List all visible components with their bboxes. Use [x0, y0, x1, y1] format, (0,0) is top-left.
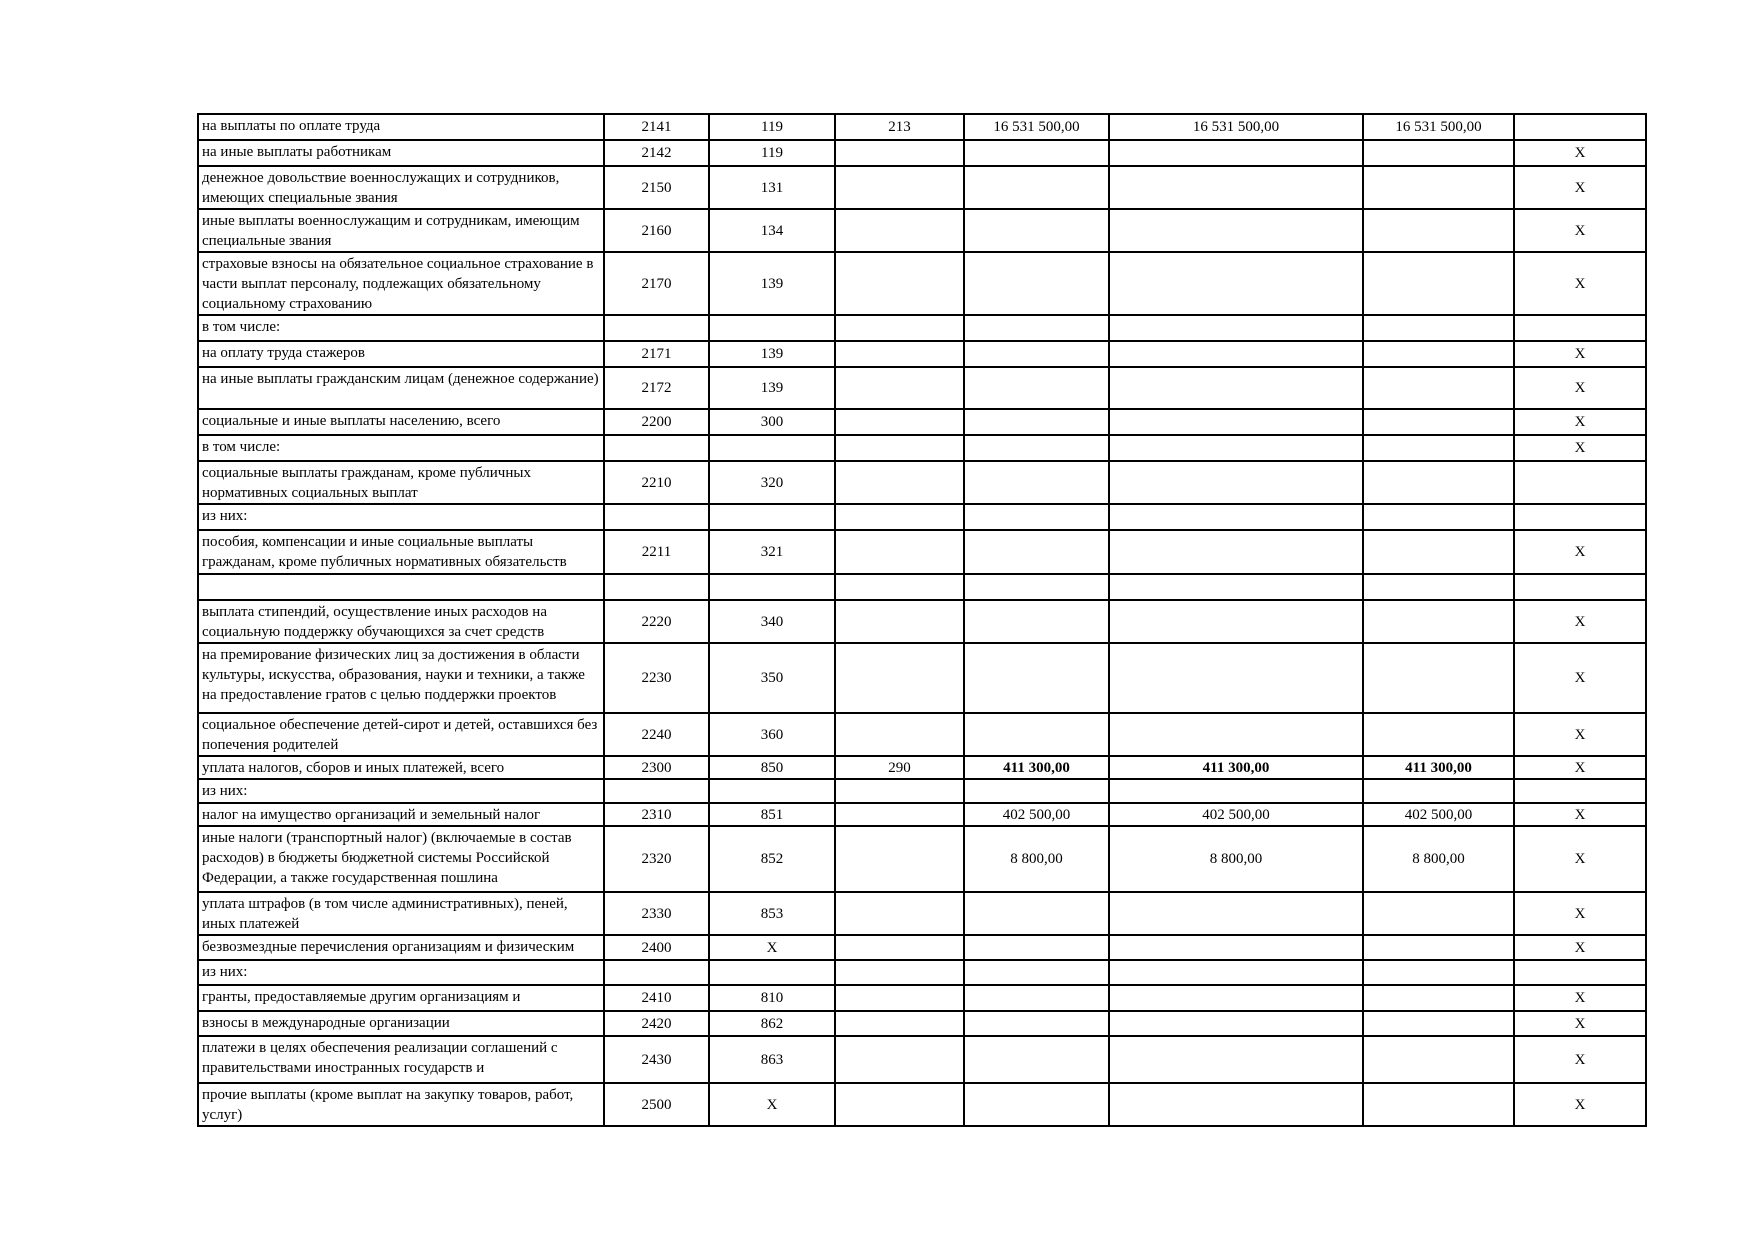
kbk-code: [709, 504, 835, 530]
row-description: [198, 574, 604, 600]
kbk-code: [709, 315, 835, 341]
amount-current-year: [964, 600, 1109, 643]
amount-current-year: [964, 713, 1109, 756]
table-row: [198, 114, 1646, 140]
amount-second-plan-year: [1363, 985, 1514, 1011]
kosgu-code: [835, 892, 964, 935]
table-row: [198, 1036, 1646, 1083]
amount-second-plan-year: [1363, 530, 1514, 574]
amount-second-plan-year: [1363, 209, 1514, 252]
amount-first-plan-year: [1109, 530, 1363, 574]
amount-second-plan-year: [1363, 1036, 1514, 1083]
row-code: 2410: [604, 985, 709, 1011]
amount-current-year: [964, 315, 1109, 341]
amount-current-year: [964, 1011, 1109, 1036]
row-code: 2210: [604, 461, 709, 504]
x-mark: [1514, 504, 1646, 530]
amount-current-year: [964, 574, 1109, 600]
kbk-code: 119: [709, 114, 835, 140]
kosgu-code: [835, 985, 964, 1011]
row-description: денежное довольствие военнослужащих и сотрудников, имеющих специальные звания: [198, 166, 604, 209]
amount-first-plan-year: [1109, 960, 1363, 985]
amount-current-year: [964, 779, 1109, 803]
row-code: [604, 574, 709, 600]
kosgu-code: [835, 960, 964, 985]
kbk-code: 131: [709, 166, 835, 209]
x-mark: X: [1514, 985, 1646, 1011]
amount-first-plan-year: [1109, 166, 1363, 209]
amount-second-plan-year: [1363, 935, 1514, 960]
amount-current-year: [964, 1083, 1109, 1126]
row-code: 2200: [604, 409, 709, 435]
kbk-code: 852: [709, 826, 835, 892]
table-row: [198, 315, 1646, 341]
kosgu-code: [835, 935, 964, 960]
row-code: 2330: [604, 892, 709, 935]
row-description: иные налоги (транспортный налог) (включаемые в состав расходов) в бюджеты бюджетной системы Российской Федерации, а также государственная пошлина: [198, 826, 604, 892]
table-row: [198, 409, 1646, 435]
amount-first-plan-year: 16 531 500,00: [1109, 114, 1363, 140]
row-description: на иные выплаты работникам: [198, 140, 604, 166]
kosgu-code: [835, 315, 964, 341]
amount-second-plan-year: [1363, 574, 1514, 600]
row-code: [604, 315, 709, 341]
x-mark: X: [1514, 803, 1646, 826]
kosgu-code: [835, 504, 964, 530]
kbk-code: 350: [709, 643, 835, 713]
row-description: из них:: [198, 779, 604, 803]
x-mark: X: [1514, 713, 1646, 756]
kosgu-code: [835, 341, 964, 367]
budget-table: [197, 113, 1647, 1127]
table-body: [198, 114, 1646, 1126]
row-description: уплата налогов, сборов и иных платежей, всего: [198, 756, 604, 779]
amount-first-plan-year: [1109, 985, 1363, 1011]
kosgu-code: [835, 826, 964, 892]
amount-second-plan-year: 402 500,00: [1363, 803, 1514, 826]
row-code: 2170: [604, 252, 709, 315]
row-code: 2142: [604, 140, 709, 166]
amount-current-year: [964, 935, 1109, 960]
kbk-code: 139: [709, 252, 835, 315]
kbk-code: 853: [709, 892, 835, 935]
kbk-code: 300: [709, 409, 835, 435]
x-mark: [1514, 315, 1646, 341]
x-mark: X: [1514, 252, 1646, 315]
x-mark: X: [1514, 826, 1646, 892]
amount-first-plan-year: [1109, 643, 1363, 713]
table-row: [198, 252, 1646, 315]
table-row: [198, 367, 1646, 409]
row-code: 2150: [604, 166, 709, 209]
x-mark: [1514, 114, 1646, 140]
amount-first-plan-year: 402 500,00: [1109, 803, 1363, 826]
x-mark: [1514, 461, 1646, 504]
amount-second-plan-year: [1363, 435, 1514, 461]
kbk-code: 119: [709, 140, 835, 166]
kbk-code: 863: [709, 1036, 835, 1083]
amount-first-plan-year: [1109, 140, 1363, 166]
row-description: на премирование физических лиц за достижения в области культуры, искусства, образования, науки и техники, а также на предоставление гратов с целью поддержки проектов: [198, 643, 604, 713]
table-row: [198, 643, 1646, 713]
amount-second-plan-year: [1363, 315, 1514, 341]
table-row: [198, 574, 1646, 600]
amount-second-plan-year: [1363, 713, 1514, 756]
amount-current-year: [964, 960, 1109, 985]
x-mark: X: [1514, 209, 1646, 252]
amount-second-plan-year: 8 800,00: [1363, 826, 1514, 892]
row-code: [604, 504, 709, 530]
kbk-code: 360: [709, 713, 835, 756]
amount-second-plan-year: [1363, 461, 1514, 504]
x-mark: X: [1514, 1011, 1646, 1036]
row-code: [604, 779, 709, 803]
row-code: 2240: [604, 713, 709, 756]
amount-first-plan-year: [1109, 1036, 1363, 1083]
x-mark: X: [1514, 600, 1646, 643]
amount-second-plan-year: [1363, 367, 1514, 409]
table-row: [198, 1011, 1646, 1036]
amount-second-plan-year: [1363, 600, 1514, 643]
amount-second-plan-year: [1363, 409, 1514, 435]
x-mark: X: [1514, 1036, 1646, 1083]
kbk-code: [709, 960, 835, 985]
amount-first-plan-year: [1109, 435, 1363, 461]
kosgu-code: [835, 1011, 964, 1036]
table-row: [198, 756, 1646, 779]
amount-current-year: [964, 341, 1109, 367]
table-row: [198, 985, 1646, 1011]
x-mark: [1514, 574, 1646, 600]
row-description: прочие выплаты (кроме выплат на закупку товаров, работ, услуг): [198, 1083, 604, 1126]
row-code: 2211: [604, 530, 709, 574]
kosgu-code: [835, 1036, 964, 1083]
amount-first-plan-year: [1109, 252, 1363, 315]
x-mark: X: [1514, 435, 1646, 461]
amount-current-year: [964, 166, 1109, 209]
x-mark: [1514, 960, 1646, 985]
amount-current-year: 402 500,00: [964, 803, 1109, 826]
kosgu-code: [835, 1083, 964, 1126]
kosgu-code: [835, 209, 964, 252]
amount-first-plan-year: [1109, 779, 1363, 803]
kosgu-code: [835, 461, 964, 504]
table-row: [198, 530, 1646, 574]
amount-current-year: [964, 252, 1109, 315]
row-description: в том числе:: [198, 435, 604, 461]
row-description: выплата стипендий, осуществление иных расходов на социальную поддержку обучающихся за счет средств: [198, 600, 604, 643]
kosgu-code: [835, 600, 964, 643]
kbk-code: 810: [709, 985, 835, 1011]
row-code: 2310: [604, 803, 709, 826]
table-row: [198, 435, 1646, 461]
table-row: [198, 779, 1646, 803]
amount-first-plan-year: [1109, 600, 1363, 643]
kbk-code: 139: [709, 341, 835, 367]
amount-current-year: [964, 504, 1109, 530]
amount-current-year: 16 531 500,00: [964, 114, 1109, 140]
amount-first-plan-year: [1109, 341, 1363, 367]
row-code: 2420: [604, 1011, 709, 1036]
amount-second-plan-year: [1363, 504, 1514, 530]
table-row: [198, 826, 1646, 892]
row-description: социальные выплаты гражданам, кроме публичных нормативных социальных выплат: [198, 461, 604, 504]
row-description: на иные выплаты гражданским лицам (денежное содержание): [198, 367, 604, 409]
table-row: [198, 209, 1646, 252]
table-row: [198, 504, 1646, 530]
amount-current-year: [964, 140, 1109, 166]
amount-second-plan-year: [1363, 166, 1514, 209]
amount-first-plan-year: [1109, 935, 1363, 960]
row-code: [604, 435, 709, 461]
amount-first-plan-year: [1109, 461, 1363, 504]
row-code: 2141: [604, 114, 709, 140]
amount-first-plan-year: [1109, 209, 1363, 252]
kbk-code: 320: [709, 461, 835, 504]
table-row: [198, 600, 1646, 643]
x-mark: X: [1514, 935, 1646, 960]
kbk-code: 862: [709, 1011, 835, 1036]
table-row: [198, 713, 1646, 756]
amount-current-year: [964, 1036, 1109, 1083]
row-code: 2300: [604, 756, 709, 779]
x-mark: X: [1514, 1083, 1646, 1126]
row-description: налог на имущество организаций и земельный налог: [198, 803, 604, 826]
kbk-code: 851: [709, 803, 835, 826]
table-row: [198, 140, 1646, 166]
row-code: 2320: [604, 826, 709, 892]
row-description: социальные и иные выплаты населению, всего: [198, 409, 604, 435]
kosgu-code: 290: [835, 756, 964, 779]
kbk-code: 139: [709, 367, 835, 409]
amount-first-plan-year: [1109, 315, 1363, 341]
kbk-code: [709, 779, 835, 803]
amount-current-year: 8 800,00: [964, 826, 1109, 892]
row-description: из них:: [198, 960, 604, 985]
row-description: в том числе:: [198, 315, 604, 341]
amount-current-year: [964, 985, 1109, 1011]
amount-second-plan-year: [1363, 341, 1514, 367]
row-description: безвозмездные перечисления организациям и физическим: [198, 935, 604, 960]
x-mark: X: [1514, 530, 1646, 574]
amount-second-plan-year: 411 300,00: [1363, 756, 1514, 779]
amount-current-year: [964, 643, 1109, 713]
kosgu-code: [835, 803, 964, 826]
amount-first-plan-year: [1109, 574, 1363, 600]
amount-current-year: [964, 461, 1109, 504]
kbk-code: X: [709, 1083, 835, 1126]
kosgu-code: [835, 252, 964, 315]
row-code: 2220: [604, 600, 709, 643]
kosgu-code: 213: [835, 114, 964, 140]
amount-first-plan-year: [1109, 1011, 1363, 1036]
table-row: [198, 341, 1646, 367]
kbk-code: 134: [709, 209, 835, 252]
row-description: страховые взносы на обязательное социальное страхование в части выплат персоналу, подлежащих обязательному социальному страхованию: [198, 252, 604, 315]
row-description: уплата штрафов (в том числе административных), пеней, иных платежей: [198, 892, 604, 935]
amount-current-year: [964, 435, 1109, 461]
row-code: 2172: [604, 367, 709, 409]
table-row: [198, 935, 1646, 960]
kosgu-code: [835, 140, 964, 166]
amount-second-plan-year: [1363, 140, 1514, 166]
kbk-code: 340: [709, 600, 835, 643]
amount-second-plan-year: [1363, 892, 1514, 935]
kosgu-code: [835, 713, 964, 756]
kosgu-code: [835, 367, 964, 409]
row-description: на выплаты по оплате труда: [198, 114, 604, 140]
x-mark: X: [1514, 756, 1646, 779]
kosgu-code: [835, 779, 964, 803]
kbk-code: 321: [709, 530, 835, 574]
row-code: 2160: [604, 209, 709, 252]
amount-current-year: [964, 530, 1109, 574]
amount-second-plan-year: [1363, 779, 1514, 803]
kosgu-code: [835, 166, 964, 209]
kosgu-code: [835, 530, 964, 574]
x-mark: X: [1514, 367, 1646, 409]
table-row: [198, 166, 1646, 209]
amount-current-year: [964, 892, 1109, 935]
kosgu-code: [835, 643, 964, 713]
amount-first-plan-year: 411 300,00: [1109, 756, 1363, 779]
amount-current-year: [964, 409, 1109, 435]
x-mark: X: [1514, 643, 1646, 713]
x-mark: X: [1514, 892, 1646, 935]
amount-first-plan-year: [1109, 713, 1363, 756]
amount-first-plan-year: [1109, 1083, 1363, 1126]
row-description: иные выплаты военнослужащим и сотрудникам, имеющим специальные звания: [198, 209, 604, 252]
row-code: 2430: [604, 1036, 709, 1083]
row-code: 2400: [604, 935, 709, 960]
amount-first-plan-year: [1109, 367, 1363, 409]
x-mark: [1514, 779, 1646, 803]
table-row: [198, 1083, 1646, 1126]
row-description: платежи в целях обеспечения реализации соглашений с правительствами иностранных государств и: [198, 1036, 604, 1083]
x-mark: X: [1514, 166, 1646, 209]
table-row: [198, 960, 1646, 985]
row-description: на оплату труда стажеров: [198, 341, 604, 367]
table-row: [198, 461, 1646, 504]
x-mark: X: [1514, 140, 1646, 166]
row-code: [604, 960, 709, 985]
row-description: из них:: [198, 504, 604, 530]
x-mark: X: [1514, 341, 1646, 367]
amount-current-year: [964, 367, 1109, 409]
x-mark: X: [1514, 409, 1646, 435]
amount-second-plan-year: [1363, 643, 1514, 713]
row-code: 2171: [604, 341, 709, 367]
row-description: гранты, предоставляемые другим организациям и: [198, 985, 604, 1011]
amount-first-plan-year: [1109, 892, 1363, 935]
row-description: пособия, компенсации и иные социальные выплаты гражданам, кроме публичных нормативных обязательств: [198, 530, 604, 574]
amount-second-plan-year: [1363, 1011, 1514, 1036]
amount-first-plan-year: [1109, 504, 1363, 530]
amount-second-plan-year: [1363, 1083, 1514, 1126]
amount-first-plan-year: 8 800,00: [1109, 826, 1363, 892]
kbk-code: [709, 574, 835, 600]
kbk-code: 850: [709, 756, 835, 779]
amount-second-plan-year: [1363, 252, 1514, 315]
kbk-code: X: [709, 935, 835, 960]
kosgu-code: [835, 435, 964, 461]
amount-current-year: 411 300,00: [964, 756, 1109, 779]
amount-second-plan-year: [1363, 960, 1514, 985]
amount-first-plan-year: [1109, 409, 1363, 435]
table-row: [198, 803, 1646, 826]
row-description: взносы в международные организации: [198, 1011, 604, 1036]
kosgu-code: [835, 409, 964, 435]
kosgu-code: [835, 574, 964, 600]
row-description: социальное обеспечение детей-сирот и детей, оставшихся без попечения родителей: [198, 713, 604, 756]
amount-second-plan-year: 16 531 500,00: [1363, 114, 1514, 140]
row-code: 2500: [604, 1083, 709, 1126]
kbk-code: [709, 435, 835, 461]
row-code: 2230: [604, 643, 709, 713]
table-row: [198, 892, 1646, 935]
amount-current-year: [964, 209, 1109, 252]
